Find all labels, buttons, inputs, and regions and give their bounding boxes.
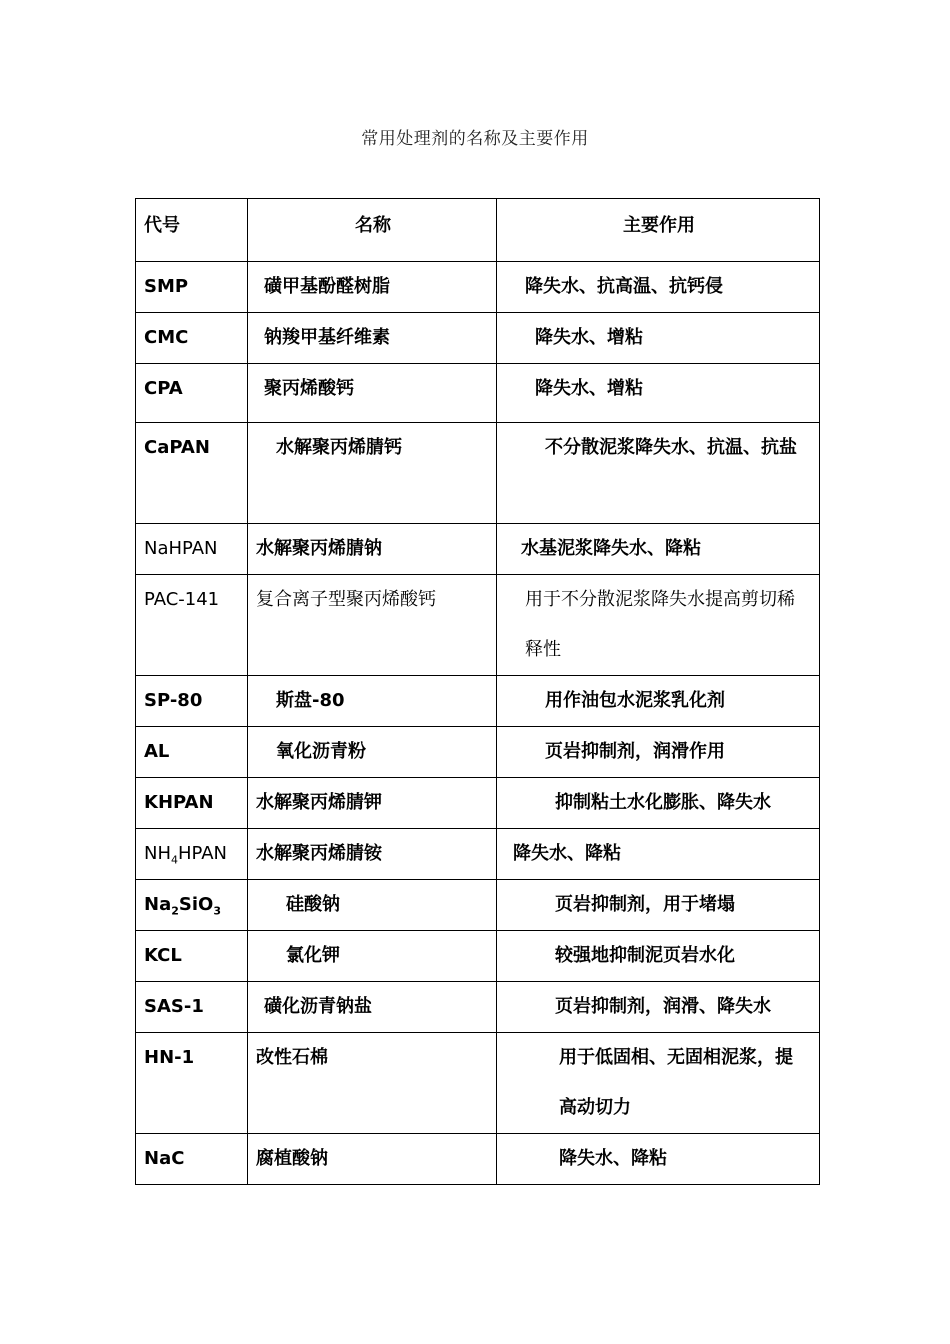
treatment-agents-table [135,198,820,1185]
table-row [136,931,820,982]
cell-code: CaPAN [136,423,248,524]
cell-code: $NH_4HPAN$ [136,829,248,880]
cell-function: 降失水、增粘 [497,313,820,364]
cell-function: 降失水、增粘 [497,364,820,423]
table-row [136,423,820,524]
table-row [136,1134,820,1185]
cell-code: HN-1 [136,1033,248,1134]
cell-name: 水解聚丙烯腈铵 [248,829,497,880]
cell-name: 水解聚丙烯腈钠 [248,524,497,575]
table-row [136,1033,820,1134]
cell-function: 水基泥浆降失水、降粘 [497,524,820,575]
cell-function: 降失水、降粘 [497,1134,820,1185]
cell-name: 氯化钾 [248,931,497,982]
table-row [136,575,820,676]
cell-name: 水解聚丙烯腈钙 [248,423,497,524]
cell-code: CPA [136,364,248,423]
cell-function: 用于不分散泥浆降失水提高剪切稀释性 [497,575,820,676]
table-row [136,313,820,364]
cell-code: SMP [136,262,248,313]
table-row [136,676,820,727]
table-row [136,262,820,313]
header-code: 代号 [136,199,248,262]
cell-function: 页岩抑制剂，用于堵塌 [497,880,820,931]
cell-code: CMC [136,313,248,364]
header-name: 名称 [248,199,497,262]
cell-code: $Na_2SiO_3$ [136,880,248,931]
cell-name: 硅酸钠 [248,880,497,931]
cell-code: NaHPAN [136,524,248,575]
table-row [136,829,820,880]
cell-function: 降失水、抗高温、抗钙侵 [497,262,820,313]
table-row [136,982,820,1033]
cell-name: 聚丙烯酸钙 [248,364,497,423]
table-row [136,778,820,829]
cell-function: 不分散泥浆降失水、抗温、抗盐 [497,423,820,524]
cell-function: 用于低固相、无固相泥浆，提高动切力 [497,1033,820,1134]
table-row [136,524,820,575]
cell-function: 抑制粘土水化膨胀、降失水 [497,778,820,829]
document-title: 常用处理剂的名称及主要作用 [361,129,589,149]
cell-code: SAS-1 [136,982,248,1033]
cell-function: 用作油包水泥浆乳化剂 [497,676,820,727]
cell-name: 磺甲基酚醛树脂 [248,262,497,313]
table-header-row [136,199,820,262]
cell-code: KCL [136,931,248,982]
cell-name: 钠羧甲基纤维素 [248,313,497,364]
cell-function: 页岩抑制剂，润滑、降失水 [497,982,820,1033]
cell-name: 改性石棉 [248,1033,497,1134]
cell-name: 水解聚丙烯腈钾 [248,778,497,829]
cell-name: 斯盘-80 [248,676,497,727]
cell-code: KHPAN [136,778,248,829]
header-function: 主要作用 [497,199,820,262]
cell-name: 磺化沥青钠盐 [248,982,497,1033]
table-row [136,727,820,778]
cell-name: 复合离子型聚丙烯酸钙 [248,575,497,676]
cell-name: 腐植酸钠 [248,1134,497,1185]
table-row [136,364,820,423]
table-row [136,880,820,931]
cell-function: 页岩抑制剂，润滑作用 [497,727,820,778]
cell-name: 氧化沥青粉 [248,727,497,778]
cell-function: 较强地抑制泥页岩水化 [497,931,820,982]
cell-code: SP-80 [136,676,248,727]
cell-function: 降失水、降粘 [497,829,820,880]
cell-code: PAC-141 [136,575,248,676]
cell-code: AL [136,727,248,778]
cell-code: NaC [136,1134,248,1185]
